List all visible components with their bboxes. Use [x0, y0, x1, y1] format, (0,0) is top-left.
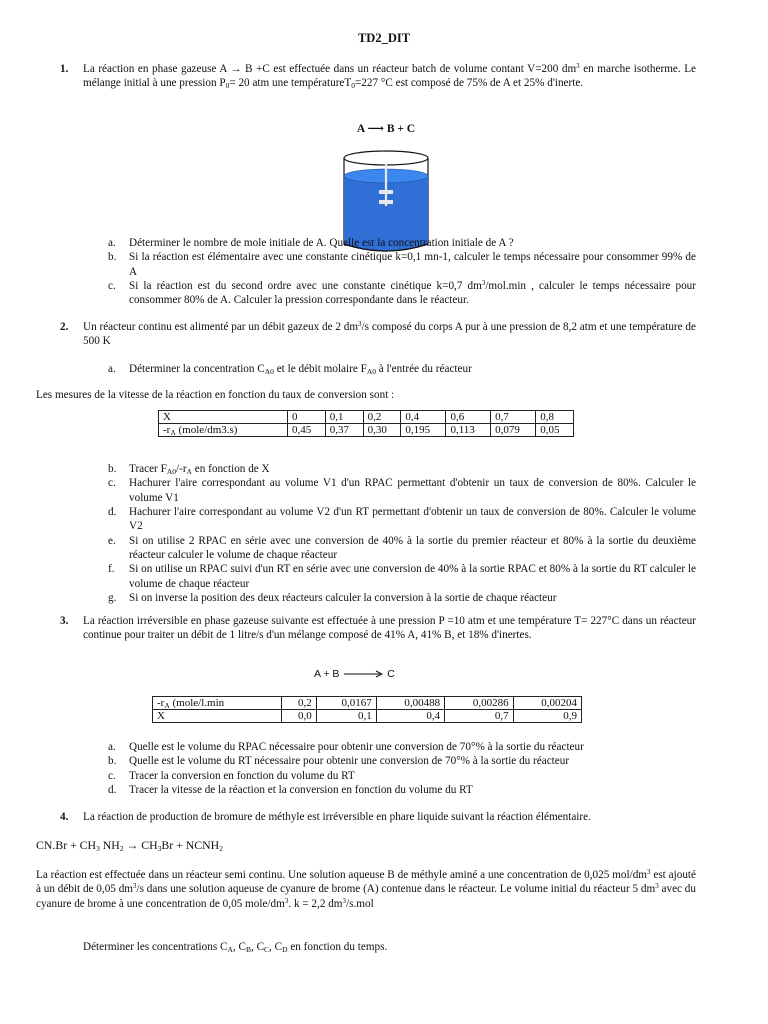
table-cell: X: [159, 411, 288, 424]
page-title: TD2_DIT: [357, 31, 411, 45]
question-number: 4.: [60, 811, 69, 823]
list-item: c. Si la réaction est du second ordre avec une constante cinétique k=0,7 $dm^3/mol.\min$ , calculer le temps nécessaire pour consommer 80% de A. Calculer la pression correspondante dans le réacteur.: [108, 278, 696, 307]
table-row: [153, 710, 582, 723]
list-item: f. Si on utilise un RPAC suivi d'un RT en série avec une conversion de 40% à la sortie RPAC et 80% à la sortie du RT calculer le volume de chaque réacteur: [108, 563, 696, 590]
list-item: g. Si on inverse la position des deux réacteurs calculer la conversion à la sortie de chaque réacteur: [108, 591, 557, 604]
arrow-icon: [342, 669, 384, 679]
table-cell: 0,7: [445, 710, 513, 723]
table-cell: 0,37: [325, 424, 363, 437]
question-number: 2.: [60, 321, 69, 333]
table-cell: 0: [288, 411, 326, 424]
conversion-rate-table: [158, 410, 574, 437]
question-text: La réaction de production de bromure de méthyle est irréversible en phare liquide suivant la réaction élémentaire.: [83, 811, 591, 823]
table-cell: 0,8: [536, 411, 574, 424]
question-number: 3.: [60, 615, 69, 627]
list-item: a. Déterminer la concentration $C_{A0}$ et le débit molaire $F_{A0}$ à l'entrée du réacteur: [108, 363, 472, 376]
measures-text: Les mesures de la vitesse de la réaction en fonction du taux de conversion sont :: [36, 389, 395, 401]
table-cell: 0,4: [376, 710, 444, 723]
table-cell: 0,195: [401, 424, 446, 437]
table-cell: 0,079: [491, 424, 536, 437]
question-text: La réaction en phase gazeuse A → B +C est effectuée dans un réacteur batch de volume contant V=200 $dm^3$ en marche isotherme. Le mélange initial à une pression $P_0= 20$ atm une températureT$_0$=227 °C est composé de 75% de A et 25% d'inerte.: [83, 62, 697, 91]
table-row: [159, 424, 574, 437]
question-2-item-a: [108, 362, 696, 376]
question-text: La réaction irréversible en phase gazeuse suivante est effectuée à une pression P =10 atm et une température T= 227°C dans un réacteur continue pour traiter un débit de 1 litre/s d'un mélange composé de 41% A, 41% B, et 18% d'inertes.: [83, 615, 696, 642]
list-item: c. Hachurer l'aire correspondant au volume V1 d'un RPAC permettant d'obtenir un taux de conversion de 80%. Calculer le volume V1: [108, 477, 696, 504]
table-cell: 0,4: [401, 411, 446, 424]
table-cell: 0,00204: [513, 697, 581, 710]
table-cell: 0,0: [282, 710, 317, 723]
question-3: [60, 614, 696, 643]
table-cell: 0,1: [316, 710, 376, 723]
question-4: [60, 810, 696, 824]
table-cell: 0,05: [536, 424, 574, 437]
table-cell: 0,0167: [316, 697, 376, 710]
figure-equation: A ⟶ B + C: [356, 123, 416, 135]
list-item: d. Hachurer l'aire correspondant au volume V2 d'un RT permettant d'obtenir un taux de conversion de 80%. Calculer le volume V2: [108, 505, 696, 533]
list-item: e. Si on utilise 2 RPAC en série avec une conversion de 40% à la sortie du premier réacteur et 80% à la sortie du deuxième réacteur calculer le volume de chaque réacteur: [108, 534, 696, 561]
question-2-items: [108, 462, 696, 605]
table-cell: 0,2: [363, 411, 401, 424]
table-row: [159, 411, 574, 424]
final-instruction: Déterminer les concentrations $C_A$, $C_B$, $C_C$, $C_D$ en fonction du temps.: [83, 941, 388, 954]
question-1: [60, 62, 696, 91]
list-item: c. Tracer la conversion en fonction du volume du RT: [108, 769, 355, 782]
question-1-items: [108, 236, 696, 308]
list-item: a. Quelle est le volume du RPAC nécessaire pour obtenir une conversion de 70°% à la sortie du réacteur: [108, 741, 584, 753]
question-number: 1.: [60, 63, 69, 75]
table-row: [153, 697, 582, 710]
table-cell: 0,00286: [445, 697, 513, 710]
question-3-items: [108, 740, 696, 797]
reaction-equation: A + B C: [314, 668, 395, 680]
table-cell: $-r_A$ (mole/dm3.s): [159, 424, 288, 437]
semi-continuous-paragraph: La réaction est effectuée dans un réacteur semi continu. Une solution aqueuse B de méthyle aminé a une concentration de 0,025 mol/$dm^3$ est ajouté à un débit de 0,05 $dm^3/s$ dans une solution aqueuse de cyanure de brome (A) contenue dans le réacteur. Le volume initial du réacteur 5 $dm^3$ avec du cyanure de brome à une concentration de 0,05 mole/$dm^3$. k = 2,2 $dm^3/s.mol$: [36, 868, 696, 910]
question-2: [60, 320, 696, 349]
list-item: b. Tracer $F_{A0}/-r_A$ en fonction de X: [108, 463, 270, 476]
rate-conversion-table: [152, 696, 582, 723]
list-item: d. Tracer la vitesse de la réaction et la conversion en fonction du volume du RT: [108, 783, 473, 796]
list-item: a. Déterminer le nombre de mole initiale de A. Quelle est la concentration initiale de A ?: [108, 237, 514, 249]
list-item: b. Quelle est le volume du RT nécessaire pour obtenir une conversion de 70°% à la sortie du réacteur: [108, 755, 570, 768]
bromide-equation: $CN.Br + CH_3$ $NH_2 \to CH_3Br$ + $NCNH_2$: [36, 838, 223, 853]
table-cell: 0,00488: [376, 697, 444, 710]
list-item: b. Si la réaction est élémentaire avec une constante cinétique k=0,1 mn-1, calculer le temps nécessaire pour consommer 99% de A: [108, 251, 696, 278]
table-cell: 0,9: [513, 710, 581, 723]
table-cell: $-r_A$ (mole/l.min: [153, 697, 282, 710]
table-cell: 0,30: [363, 424, 401, 437]
table-cell: 0,2: [282, 697, 317, 710]
table-cell: 0,1: [325, 411, 363, 424]
table-cell: 0,6: [446, 411, 491, 424]
table-cell: 0,45: [288, 424, 326, 437]
table-cell: 0,7: [491, 411, 536, 424]
question-text: Un réacteur continu est alimenté par un débit gazeux de 2 $dm^3/s$ composé du corps A pur à une pression de 8,2 atm et une température de 500 K: [83, 320, 696, 348]
table-cell: X: [153, 710, 282, 723]
table-cell: 0,113: [446, 424, 491, 437]
